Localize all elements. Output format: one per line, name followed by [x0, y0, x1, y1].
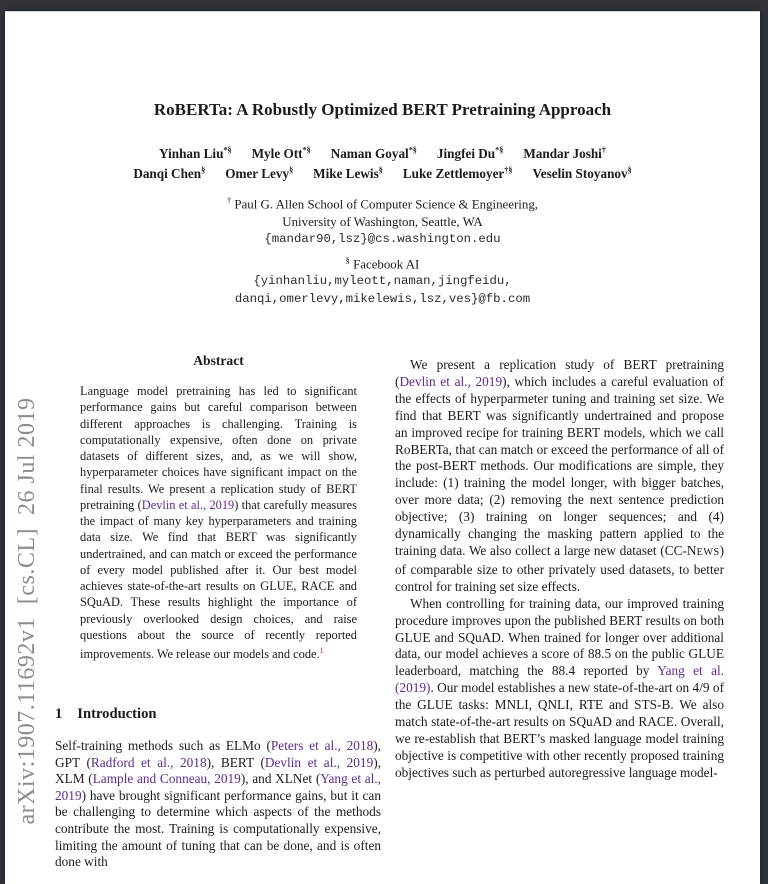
citation-link[interactable]: Peters et al., 2018 [270, 738, 374, 753]
footnote-mark[interactable]: 1 [319, 646, 324, 655]
author-name: Jingfei Du*§ [436, 146, 504, 162]
uw-email: {mandar90,lsz}@cs.washington.edu [264, 232, 501, 247]
affiliation-university: University of Washington, Seattle, WA [282, 215, 483, 230]
section-title: Introduction [77, 706, 157, 722]
citation-link[interactable]: Yang et al., 2019 [55, 771, 381, 803]
fb-email-line-2: danqi,omerlevy,mikelewis,lsz,ves}@fb.com [234, 291, 531, 306]
introduction-paragraph: Self-training methods such as ELMo (Peters et al., 2018), GPT (Radford et al., 2018), BERT (Devlin et al., 2019), XLM (Lample and Conneau, 2019), and XLNet (Yang et al., 2019) have brought significant performance gains, but it can be challenging to determine which aspects of the methods contribute the most. Training is computationally expensive, limiting the amount of tuning that can be done, and is often done with [55, 738, 382, 870]
citation-link[interactable]: Devlin et al., 2019 [141, 497, 235, 512]
paper-page [5, 11, 760, 884]
author-name: Veselin Stoyanov§ [532, 166, 632, 182]
citation-link[interactable]: Radford et al., 2018 [90, 754, 207, 770]
right-column [395, 357, 724, 782]
citation-link[interactable]: Devlin et al., 2019 [264, 754, 374, 770]
citation-link[interactable]: Lample and Conneau, 2019 [92, 771, 241, 787]
affiliation-dept: † Paul G. Allen School of Computer Science & Engineering, [226, 196, 538, 212]
affiliation-org: § Facebook AI [345, 255, 420, 272]
author-name: Danqi Chen§ [133, 166, 206, 182]
affiliation-block [5, 192, 760, 308]
author-line-1 [5, 146, 760, 162]
author-name: Yinhan Liu*§ [159, 146, 232, 162]
right-column-paragraph-1: We present a replication study of BERT pretraining (Devlin et al., 2019), which includes a careful evaluation of the effects of hyperparmeter tuning and training set size. We find that BERT was significantly undertrained and propose an improved recipe for training BERT models, which we call RoBERTa, that can match or exceed the performance of all of the post-BERT methods. Our modifications are simple, they include: (1) training the model longer, with bigger batches, over more data; (2) removing the next sentence prediction objective; (3) training on longer sequences; and (4) dynamically changing the masking pattern applied to the training data. We also collect a large new dataset (CC-NEWS) of comparable size to other privately used datasets, to better control for training set size effects. [395, 357, 724, 594]
section-1-heading [55, 706, 381, 723]
paper-title: RoBERTa: A Robustly Optimized BERT Pretraining Approach [153, 100, 612, 119]
author-line-2 [5, 166, 760, 182]
citation-link[interactable]: Yang et al. (2019) [395, 663, 724, 696]
citation-link[interactable]: Devlin et al., 2019 [399, 373, 503, 389]
author-name: Naman Goyal*§ [330, 146, 417, 162]
author-name: Luke Zettlemoyer†§ [402, 166, 513, 182]
abstract-text: Language model pretraining has led to significant performance gains but careful comparison between different approaches is challenging. Training is computationally expensive, often done on private datasets of different sizes, and, as we will show, hyperparameter choices have significant impact on the final results. We present a replication study of BERT pretraining (Devlin et al., 2019) that carefully measures the impact of many key hyperparameters and training data size. We find that BERT was significantly undertrained, and can match or exceed the performance of every model published after it. Our best model achieves state-of-the-art results on GLUE, RACE and SQuAD. These results highlight the importance of previously overlooked design choices, and raise questions about the source of recently reported improvements. We release our models and code.$^1$ [80, 384, 357, 662]
author-name: Omer Levy§ [225, 166, 294, 182]
section-number: 1 [55, 706, 63, 722]
abstract-heading: Abstract [193, 353, 244, 368]
author-name: Mandar Joshi† [523, 146, 606, 162]
right-column-paragraph-2: When controlling for training data, our improved training procedure improves upon the published BERT results on both GLUE and SQuAD. When trained for longer over additional data, our model achieves a score of 88.5 on the public GLUE leaderboard, matching the 88.4 reported by Yang et al. (2019). Our model establishes a new state-of-the-art on 4/9 of the GLUE tasks: MNLI, QNLI, RTE and STS-B. We also match state-of-the-art results on SQuAD and RACE. Overall, we re-establish that BERT’s masked language model training objective is competitive with other recently proposed training objectives such as perturbed autoregressive language model- [395, 595, 724, 780]
fb-email-line-1: {yinhanliu,myleott,naman,jingfeidu, [253, 274, 512, 289]
author-name: Mike Lewis§ [313, 166, 383, 182]
arxiv-watermark: arXiv:1907.11692v1 [cs.CL] 26 Jul 2019 [14, 397, 40, 825]
author-name: Myle Ott*§ [251, 146, 311, 162]
